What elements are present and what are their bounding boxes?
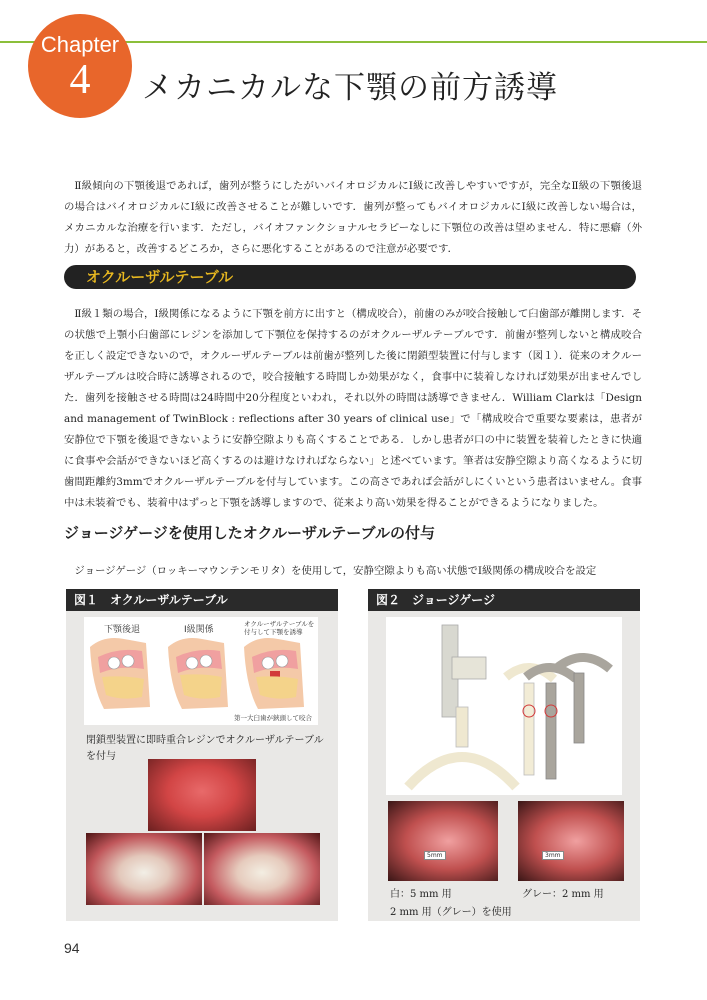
label-bottom: 第一大臼歯が鋏頭して咬合: [234, 714, 312, 722]
subsection-title: ジョージゲージを使用したオクルーザルテーブルの付与: [64, 524, 435, 542]
label-table-line2: 付与して下顎を誘導: [244, 628, 303, 636]
figure-1-heading: 図１ オクルーザルテーブル: [66, 589, 338, 611]
chapter-number: 4: [69, 57, 91, 103]
jaw-retrusion-illustration: [90, 638, 150, 709]
caption-white: 白：5 mm 用: [390, 889, 452, 900]
chapter-badge: [28, 14, 132, 118]
figure-1: [66, 589, 338, 921]
george-gauge-illustration: [386, 617, 622, 795]
photo-intraoral-right: [204, 833, 320, 905]
label-retrusion: 下顎後退: [104, 625, 141, 635]
label-class1: Ⅰ級関係: [184, 625, 214, 635]
photo-gauge-white: [388, 801, 498, 881]
class1-illustration: [168, 638, 228, 709]
section-title: オクルーザルテーブル: [86, 268, 234, 286]
intro-paragraph: Ⅱ級傾向の下顎後退であれば，歯列が整うにしたがいバイオロジカルにⅠ級に改善しやすいですが，完全なⅡ級の下顎後退の場合はバイオロジカルにⅠ級に改善させることが難しいです．歯列が整ってもバイオロジカルにⅠ級に改善しない場合は，メカニカルな治療を行います．ただし，バイオファンクショナルセラピーなしに下顎位の改善は望めません．特に悪癖（外力）があると，改善するどころか，さらに悪化することがあるので注意が必要です．: [64, 180, 642, 255]
chapter-word: Chapter: [40, 32, 120, 57]
tag-5mm: 5mm: [424, 851, 446, 860]
figure-2-heading: 図２ ジョージゲージ: [368, 589, 640, 611]
jaw-diagram: [84, 617, 318, 725]
subsection-paragraph: ジョージゲージ（ロッキーマウンテンモリタ）を使用して，安静空隙よりも高い状態でⅠ級関係の構成咬合を設定: [74, 565, 597, 577]
photo-gauge-grey: [518, 801, 624, 881]
figure-2: [368, 589, 640, 921]
gauge-photo: [386, 617, 622, 795]
tag-3mm: 3mm: [542, 851, 564, 860]
page-title: メカニカルな下顎の前方誘導: [142, 70, 558, 106]
label-table-line1: オクルーザルテーブルを: [244, 620, 315, 628]
page-number: 94: [64, 940, 80, 956]
caption-bottom: 2 mm 用（グレー）を使用: [390, 907, 512, 918]
occlusal-table-illustration: [244, 638, 304, 709]
photo-appliance: [148, 759, 256, 831]
photo-intraoral-left: [86, 833, 202, 905]
caption-grey: グレー：2 mm 用: [522, 889, 604, 900]
section-paragraph: Ⅱ級１類の場合，Ⅰ級関係になるように下顎を前方に出すと（構成咬合），前歯のみが咬合接触して臼歯部が離開します．その状態で上顎小臼歯部にレジンを添加して下顎位を保持するのがオクルーザルテーブルです．前歯が整列しないと構成咬合を正しく設定できないので，オクルーザルテーブルは前歯が整列した後に閉鎖型装置に付与します（図１）．従来のオクルーザルテーブルは咬合時に誘導されるので，咬合接触する時間しか効果がなく，食事中に装着しなければ効果が出ませんでした．歯列を接触させる時間は24時間中20分程度といわれ，それ以外の時間は誘導できません．William Clarkは「Design and management of TwinBlock : reflections after 30 years of clinical use」で「構成咬合で重要な要素は，患者が安静位で下顎を後退できないように安静空隙よりも高くすることである．しかし患者が口の中に装置を装着したときに快適に食事や会話ができないほど高くするのは避けなければならない」と述べています。筆者は安静空隙より高くなるように切歯間距離約3mmでオクルーザルテーブルを付与しています。この高さであれば会話がしにくいという患者はいません。食事中は未装着でも、装着中はずっと下顎を誘導しますので、従来より高い効果を得ることができるようになりました。: [64, 308, 642, 509]
figure-1-caption: 閉鎖型装置に即時重合レジンでオクルーザルテーブルを付与: [86, 735, 324, 762]
